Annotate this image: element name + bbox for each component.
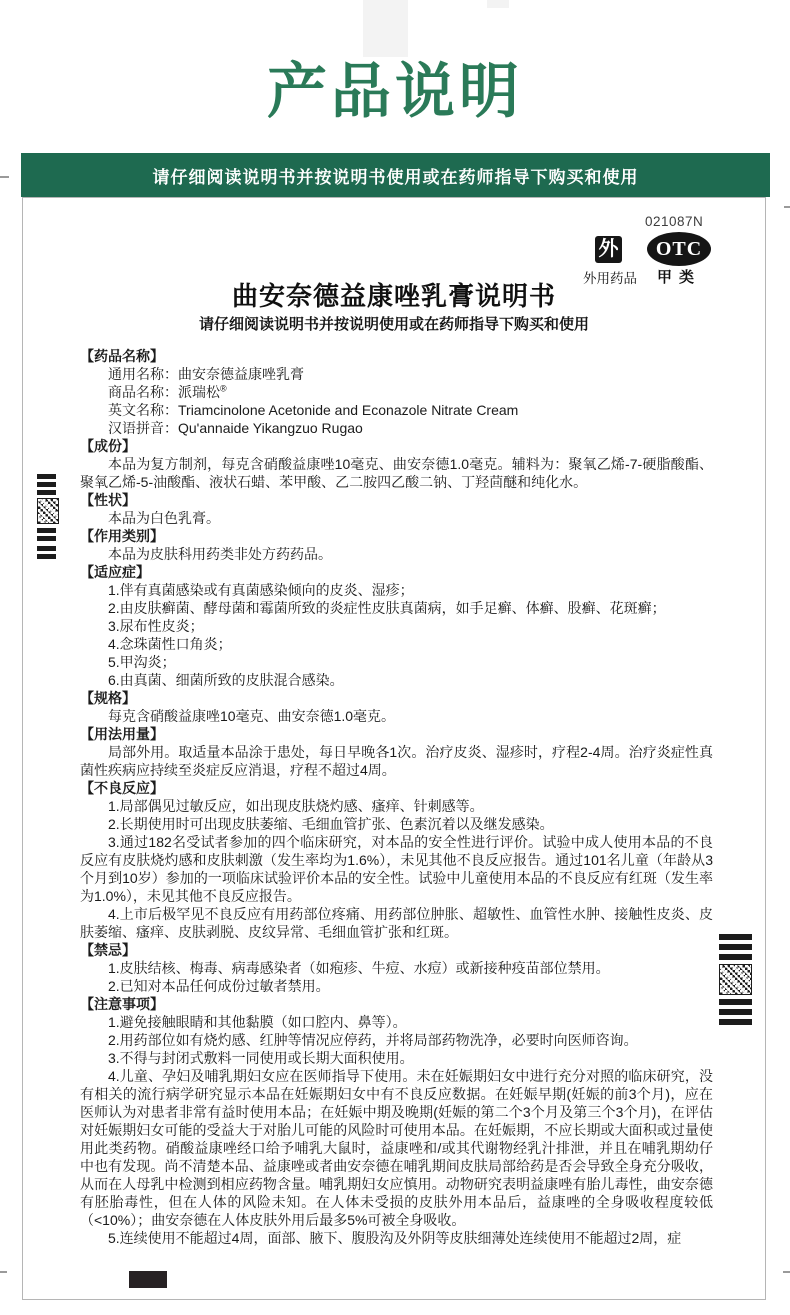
datamatrix-icon [37, 498, 59, 524]
section-paragraph: 英文名称：Triamcinolone Acetonide and Econazole Nitrate Cream [108, 402, 519, 418]
leaflet-body [80, 347, 713, 1247]
otc-class-caption: 甲类 [657, 269, 702, 286]
print-bars-icon [37, 546, 56, 559]
section-paragraph: 4.上市后极罕见不良反应有用药部位疼痛、用药部位肿胀、超敏性、血管性水肿、接触性皮炎、皮肤萎缩、瘙痒、皮肤剥脱、皮纹异常、毛细血管扩张和红斑。 [80, 906, 713, 940]
approval-code: 021087N [645, 214, 704, 229]
section-heading: 【性状】 [80, 492, 136, 508]
section-heading: 【注意事项】 [80, 996, 164, 1012]
section-paragraph: 6.由真菌、细菌所致的皮肤混合感染。 [108, 672, 344, 688]
section-paragraph: 2.已知对本品任何成份过敏者禁用。 [108, 978, 330, 994]
leaflet-sheet [22, 197, 766, 1300]
section-paragraph: 1.伴有真菌感染或有真菌感染倾向的皮炎、湿疹； [108, 582, 414, 598]
section-paragraph: 汉语拼音：Qu'annaide Yikangzuo Rugao [108, 420, 363, 436]
section-paragraph: 2.长期使用时可出现皮肤萎缩、毛细血管扩张、色素沉着以及继发感染。 [108, 816, 554, 832]
section-paragraph: 1.避免接触眼睛和其他黏膜（如口腔内、鼻等）。 [108, 1014, 407, 1030]
print-bars-icon [37, 474, 56, 495]
external-use-badge: 外 [595, 236, 622, 263]
section-heading: 【规格】 [80, 690, 136, 706]
section-paragraph: 5.甲沟炎； [108, 654, 176, 670]
section-paragraph: 本品为白色乳膏。 [108, 510, 220, 526]
registration-mark-left [37, 474, 59, 559]
section-paragraph: 3.不得与封闭式敷料一同使用或长期大面积使用。 [108, 1050, 414, 1066]
otc-badge: OTC [647, 232, 711, 266]
leaflet-title: 曲安奈德益康唑乳膏说明书 [231, 281, 556, 311]
print-bars-icon [719, 999, 752, 1025]
section-paragraph: 本品为复方制剂，每克含硝酸益康唑10毫克、曲安奈德1.0毫克。辅料为：聚氧乙烯-7-硬脂酸酯、聚氧乙烯-5-油酸酯、液状石蜡、苯甲酸、乙二胺四乙酸二钠、丁羟茴醚和纯化水。 [80, 456, 713, 490]
section-paragraph: 2.由皮肤癣菌、酵母菌和霉菌所致的炎症性皮肤真菌病，如手足癣、体癣、股癣、花斑癣； [108, 600, 666, 616]
leaflet-subtitle: 请仔细阅读说明书并按说明使用或在药师指导下购买和使用 [198, 316, 589, 333]
section-heading: 【成份】 [80, 438, 136, 454]
section-paragraph: 每克含硝酸益康唑10毫克、曲安奈德1.0毫克。 [108, 708, 396, 724]
section-paragraph: 4.念珠菌性口角炎； [108, 636, 232, 652]
section-heading: 【不良反应】 [80, 780, 164, 796]
page-title: 产品说明 [267, 58, 523, 125]
section-heading: 【适应症】 [80, 564, 150, 580]
section-paragraph: 本品为皮肤科用药类非处方药药品。 [108, 546, 332, 562]
section-paragraph: 3.尿布性皮炎； [108, 618, 204, 634]
trim-mark [0, 176, 9, 178]
redaction-block [129, 1271, 167, 1288]
section-paragraph: 1.皮肤结核、梅毒、病毒感染者（如疱疹、牛痘、水痘）或新接种疫苗部位禁用。 [108, 960, 610, 976]
section-heading: 【禁忌】 [80, 942, 136, 958]
photo-artifact [487, 0, 509, 8]
section-heading: 【用法用量】 [80, 726, 164, 742]
trim-mark [0, 1271, 7, 1273]
notice-banner [21, 153, 770, 197]
section-paragraph: 5.连续使用不能超过4周，面部、腋下、腹股沟及外阴等皮肤细薄处连续使用不能超过2周，症 [108, 1230, 682, 1246]
external-use-caption: 外用药品 [583, 271, 637, 286]
section-paragraph: 通用名称：曲安奈德益康唑乳膏 [108, 366, 304, 382]
photo-artifact [363, 0, 408, 57]
print-bars-icon [719, 934, 752, 960]
section-paragraph: 3.通过182名受试者参加的四个临床研究，对本品的安全性进行评价。试验中成人使用本品的不良反应有皮肤烧灼感和皮肤刺激（发生率均为1.6%），未见其他不良反应报告。通过101名儿童（年龄从3个月到10岁）参加的一项临床试验评价本品的安全性。试验中儿童使用本品的不良反应有红斑（发生率为1.0%），未见其他不良反应报告。 [80, 834, 713, 904]
section-paragraph: 4.儿童、孕妇及哺乳期妇女应在医师指导下使用。未在妊娠期妇女中进行充分对照的临床研究，没有相关的流行病学研究显示本品在妊娠期妇女中有不良反应数据。在妊娠早期(妊娠的前3个月)，应在医师认为对患者非常有益时使用本品；在妊娠中期及晚期(妊娠的第二个3个月及第三个3个月)，在评估对妊娠期妇女可能的受益大于对胎儿可能的风险时可使用本品。在妊娠期，不应长期或大面积或过量使用此类药物。硝酸益康唑经口给予哺乳大鼠时，益康唑和/或其代谢物经乳汁排泄，并且在哺乳期幼仔中也有发现。尚不清楚本品、益康唑或者曲安奈德在哺乳期间皮肤局部给药是否会导致全身充分吸收，从而在人母乳中检测到相应药物含量。哺乳期妇女应慎用。动物研究表明益康唑有胎儿毒性，曲安奈德有胚胎毒性，但在人体的风险未知。在人体未受损的皮肤外用本品后，益康唑的全身吸收程度较低（<10%）；曲安奈德在人体皮肤外用后最多5%可被全身吸收。 [80, 1068, 713, 1228]
section-heading: 【药品名称】 [80, 348, 164, 364]
section-paragraph: 2.用药部位如有烧灼感、红肿等情况应停药，并将局部药物洗净，必要时向医师咨询。 [108, 1032, 638, 1048]
section-paragraph: 局部外用。取适量本品涂于患处，每日早晚各1次。治疗皮炎、湿疹时，疗程2-4周。治疗炎症性真菌性疾病应持续至炎症反应消退，疗程不超过4周。 [80, 744, 713, 778]
trim-mark [784, 206, 790, 208]
section-paragraph: 商品名称：派瑞松® [108, 383, 227, 400]
datamatrix-icon [719, 964, 752, 995]
registered-trademark-icon: ® [220, 383, 227, 394]
registration-mark-right [719, 934, 752, 1025]
section-paragraph: 1.局部偶见过敏反应，如出现皮肤烧灼感、瘙痒、针刺感等。 [108, 798, 484, 814]
section-heading: 【作用类别】 [80, 528, 164, 544]
notice-banner-text: 请仔细阅读说明书并按说明书使用或在药师指导下购买和使用 [152, 167, 639, 187]
print-bars-icon [37, 528, 56, 541]
trim-mark [783, 1271, 790, 1273]
